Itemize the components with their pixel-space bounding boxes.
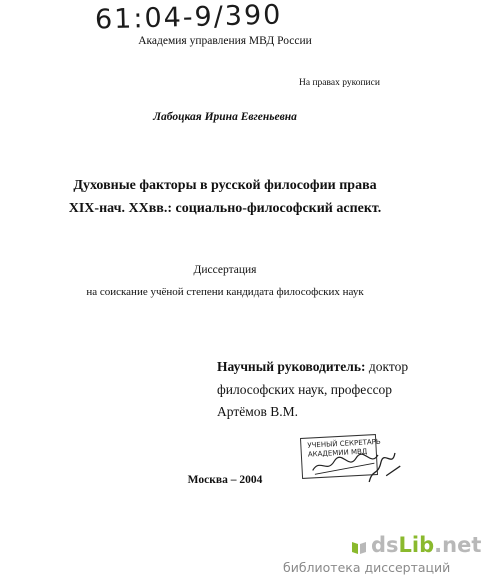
supervisor-line-2: философских наук, профессор bbox=[217, 382, 393, 397]
thesis-title-line-1: Духовные факторы в русской философии права bbox=[73, 178, 377, 193]
work-type: Диссертация bbox=[193, 264, 257, 276]
stamp-line-2: АКАДЕМИИ МВД bbox=[307, 447, 368, 459]
supervisor-label: Научный руководитель: bbox=[217, 359, 366, 374]
book-logo-icon bbox=[351, 539, 367, 555]
watermark-subtitle: библиотека диссертаций bbox=[283, 560, 451, 575]
author-name: Лабоцкая Ирина Евгеньевна bbox=[153, 111, 297, 123]
watermark-brand: dsLib.net bbox=[371, 533, 481, 557]
handwritten-catalog-number: 61:04-9/390 bbox=[94, 0, 283, 36]
stamp-line-1: УЧЕНЫЙ СЕКРЕТАРЬ bbox=[307, 437, 381, 450]
supervisor-name: Артёмов В.М. bbox=[217, 404, 299, 419]
organization-name: Академия управления МВД России bbox=[138, 35, 312, 47]
supervisor-degree: доктор bbox=[365, 359, 409, 374]
rights-notice: На правах рукописи bbox=[299, 78, 380, 88]
supervisor-line-1 bbox=[217, 359, 408, 375]
place-and-year: Москва – 2004 bbox=[187, 474, 263, 486]
thesis-title-line-2: XIX-нач. XXвв.: социально-философский аспект. bbox=[68, 201, 382, 216]
degree-sought: на соискание учёной степени кандидата философских наук bbox=[86, 286, 364, 298]
